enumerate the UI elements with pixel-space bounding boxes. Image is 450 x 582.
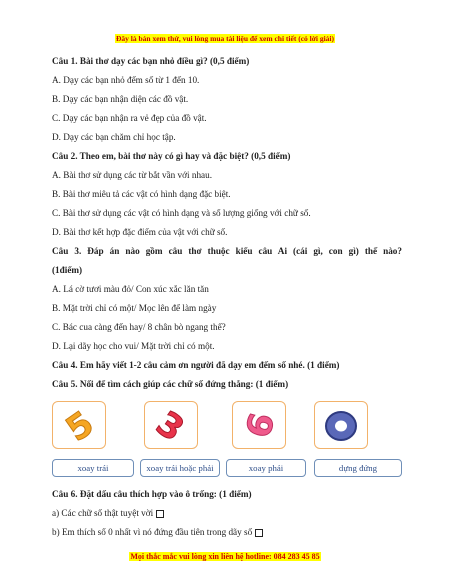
digit-0-card [314,401,368,449]
question-4-title: Câu 4. Em hãy viết 1-2 câu cảm ơn người đã dạy em đếm số nhé. (1 điểm) [52,360,340,370]
svg-text:3: 3 [148,403,192,450]
digit-3-card [144,401,198,449]
footer-notice: Mọi thắc mắc vui lòng xin liên hệ hotline: 084 283 45 85 [130,552,320,561]
svg-text:6: 6 [238,408,284,443]
answer-stand-up[interactable]: dựng đứng [314,459,402,477]
question-5-title: Câu 5. Nối để tìm cách giúp các chữ số đứng thẳng: (1 điểm) [52,379,289,389]
question-6-title: Câu 6. Đặt dấu câu thích hợp vào ô trống: (1 điểm) [52,489,252,499]
digit-6-icon [238,405,284,445]
answer-rotate-right[interactable]: xoay phải [226,459,306,477]
question-1-option-b: B. Dạy các bạn nhận diện các đồ vật. [52,94,189,104]
worksheet-content [52,52,402,542]
question-2-option-d: D. Bài thơ kết hợp đặc điểm của vật với chữ số. [52,227,228,237]
question-3-option-c: C. Bác cua càng đến hay/ 8 chân bò ngang thế? [52,322,226,332]
question-2-option-a: A. Bài thơ sử dụng các từ bắt vần với nhau. [52,170,213,180]
answer-rotate-left-or-right[interactable]: xoay trái hoặc phải [140,459,220,477]
answer-box-a[interactable] [156,510,164,518]
question-3-option-b: B. Mặt trời chỉ có một/ Mọc lên để làm ngày [52,303,217,313]
header-notice-banner [0,28,450,46]
question-2-option-c: C. Bài thơ sử dụng các vật có hình dạng và số lượng giống với chữ số. [52,208,311,218]
question-6-item-a-text: a) Các chữ số thật tuyệt vời [52,508,154,518]
footer-notice-banner [0,546,450,564]
digit-6-card [232,401,286,449]
digit-0-icon [321,405,361,445]
question-2-option-b: B. Bài thơ miêu tả các vật có hình dạng đặc biệt. [52,189,231,199]
digit-3-icon [148,403,192,450]
question-3-option-a: A. Lá cờ tươi màu đỏ/ Con xúc xắc lăn tăn [52,284,209,294]
question-5-image-row [52,401,402,453]
question-3-option-d: D. Lại dãy học cho vui/ Mặt trời chỉ có một. [52,341,215,351]
answer-box-b[interactable] [255,529,263,537]
question-6-item-b-text: b) Em thích số 0 nhất vì nó đứng đầu tiên trong dãy số [52,527,253,537]
digit-5-card [52,401,106,449]
question-6-item-a [52,504,402,523]
question-1-option-c: C. Dạy các bạn nhận ra vẻ đẹp của đồ vật. [52,113,207,123]
question-1-option-a: A. Dạy các bạn nhỏ đếm số từ 1 đến 10. [52,75,200,85]
question-5-answer-row [52,459,402,485]
svg-text:5: 5 [58,403,102,450]
question-2-title: Câu 2. Theo em, bài thơ này có gì hay và đặc biệt? (0,5 điểm) [52,151,291,161]
digit-5-icon [58,403,102,450]
answer-rotate-left[interactable]: xoay trái [52,459,134,477]
question-1-title: Câu 1. Bài thơ dạy các bạn nhỏ điều gì? (0,5 điểm) [52,56,250,66]
question-3-title-line-2: (1điểm) [52,265,83,275]
question-1-option-d: D. Dạy các bạn chăm chỉ học tập. [52,132,176,142]
question-3-title-line-1: Câu 3. Đáp án nào gồm câu thơ thuộc kiểu câu Ai (cái gì, con gì) thế nào? [52,246,402,256]
question-3-title [52,242,402,280]
question-6-item-b [52,523,402,542]
header-notice: Đây là bản xem thử, vui lòng mua tài liệu để xem chi tiết (có lời giải) [115,34,335,43]
